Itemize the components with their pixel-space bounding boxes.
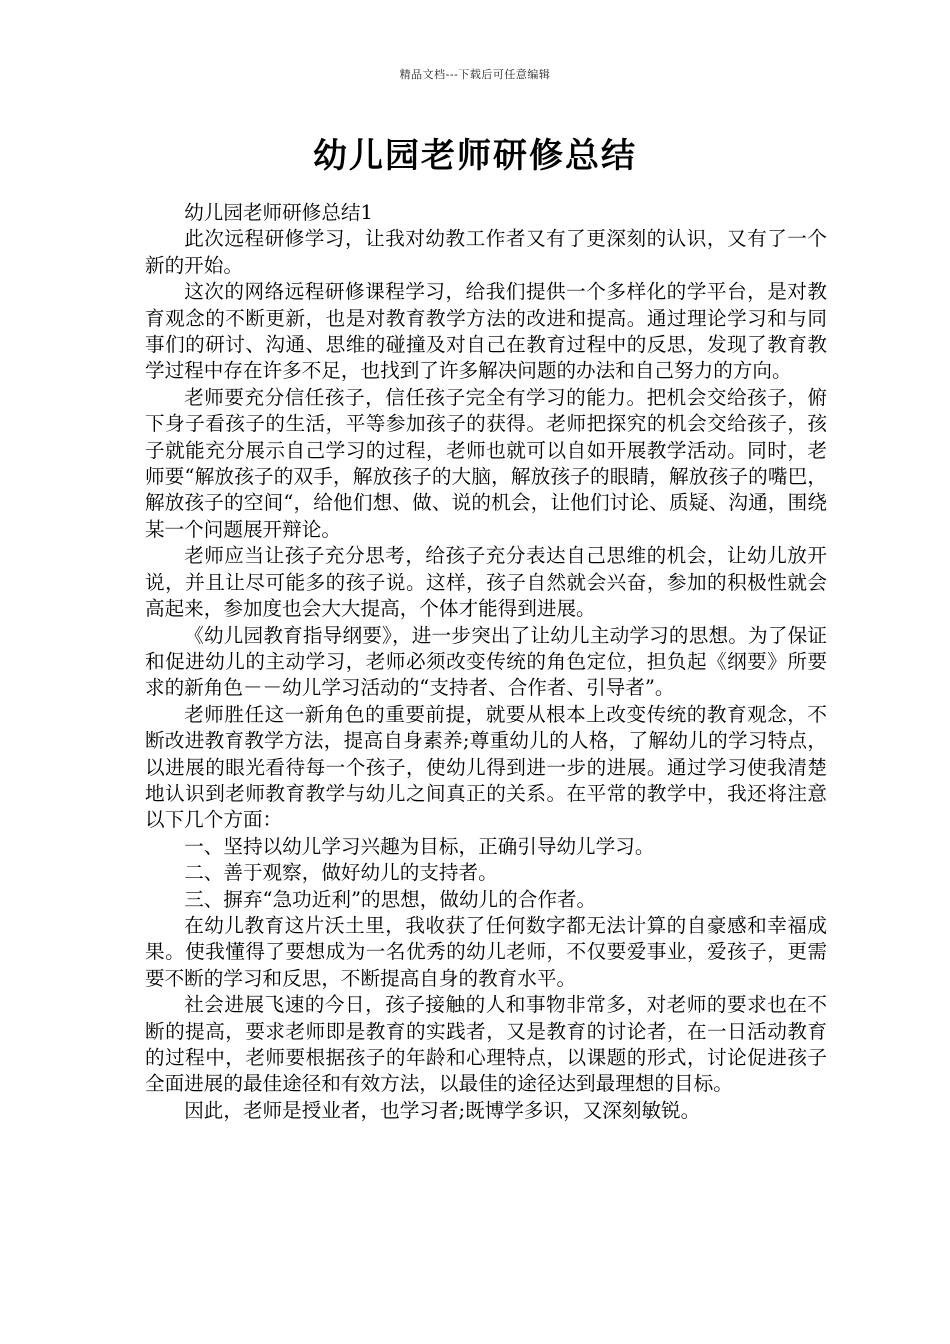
paragraph: 老师胜任这一新角色的重要前提，就要从根本上改变传统的教育观念，不断改进教育教学方法，提高自身素养;尊重幼儿的人格，了解幼儿的学习特点，以进展的眼光看待每一个孩子，使幼儿得到进一步的进展。通过学习使我清楚地认识到老师教育教学与幼儿之间真正的关系。在平常的教学中，我还将注意以下几个方面： (145, 702, 827, 832)
list-item: 三、摒弃“急功近利”的思想，做幼儿的合作者。 (184, 887, 597, 911)
paragraph: 这次的网络远程研修课程学习，给我们提供一个多样化的学平台，是对教育观念的不断更新，也是对教育教学方法的改进和提高。通过理论学习和与同事们的研讨、沟通、思维的碰撞及对自己在教育过程中的反思，发现了教育教学过程中存在许多不足，也找到了许多解决问题的办法和自己努力的方向。 (145, 280, 827, 383)
paragraph: 老师要充分信任孩子，信任孩子完全有学习的能力。把机会交给孩子，俯下身子看孩子的生活，平等参加孩子的获得。老师把探究的机会交给孩子，孩子就能充分展示自己学习的过程，老师也就可以自如开展教学活动。同时，老师要“解放孩子的双手，解放孩子的大脑，解放孩子的眼睛，解放孩子的嘴巴，解放孩子的空间“，给他们想、做、说的机会，让他们讨论、质疑、沟通，围绕某一个问题展开辩论。 (145, 385, 827, 541)
header-note: 精品文档---下载后可任意编辑 (399, 68, 551, 81)
paragraph: 因此，老师是授业者，也学习者;既博学多识，又深刻敏锐。 (184, 1098, 701, 1122)
paragraph: 此次远程研修学习，让我对幼教工作者又有了更深刻的认识，又有了一个新的开始。 (145, 227, 827, 277)
document-title: 幼儿园老师研修总结 (313, 136, 637, 176)
paragraph: 老师应当让孩子充分思考，给孩子充分表达自己思维的机会，让幼儿放开说，并且让尽可能多的孩子说。这样，孩子自然就会兴奋，参加的积极性就会高起来，参加度也会大大提高，个体才能得到进展。 (145, 544, 827, 621)
paragraph: 在幼儿教育这片沃土里，我收获了任何数字都无法计算的自豪感和幸福成果。使我懂得了要想成为一名优秀的幼儿老师，不仅要爱事业，爱孩子，更需要不断的学习和反思，不断提高自身的教育水平。 (145, 913, 827, 990)
list-item: 一、坚持以幼儿学习兴趣为目标，正确引导幼儿学习。 (184, 834, 655, 858)
paragraph: 社会进展飞速的今日，孩子接触的人和事物非常多，对老师的要求也在不断的提高，要求老师即是教育的实践者，又是教育的讨论者，在一日活动教育的过程中，老师要根据孩子的年龄和心理特点，以课题的形式，讨论促进孩子全面进展的最佳途径和有效方法，以最佳的途径达到最理想的目标。 (145, 993, 827, 1096)
document-body (145, 200, 827, 1124)
list-item: 二、善于观察，做好幼儿的支持者。 (184, 861, 498, 885)
paragraph-subtitle: 幼儿园老师研修总结1 (184, 201, 373, 224)
paragraph: 《幼儿园教育指导纲要》，进一步突出了让幼儿主动学习的思想。为了保证和促进幼儿的主动学习，老师必须改变传统的角色定位，担负起《纲要》所要求的新角色－－幼儿学习活动的“支持者、合作者、引导者”。 (145, 623, 827, 700)
